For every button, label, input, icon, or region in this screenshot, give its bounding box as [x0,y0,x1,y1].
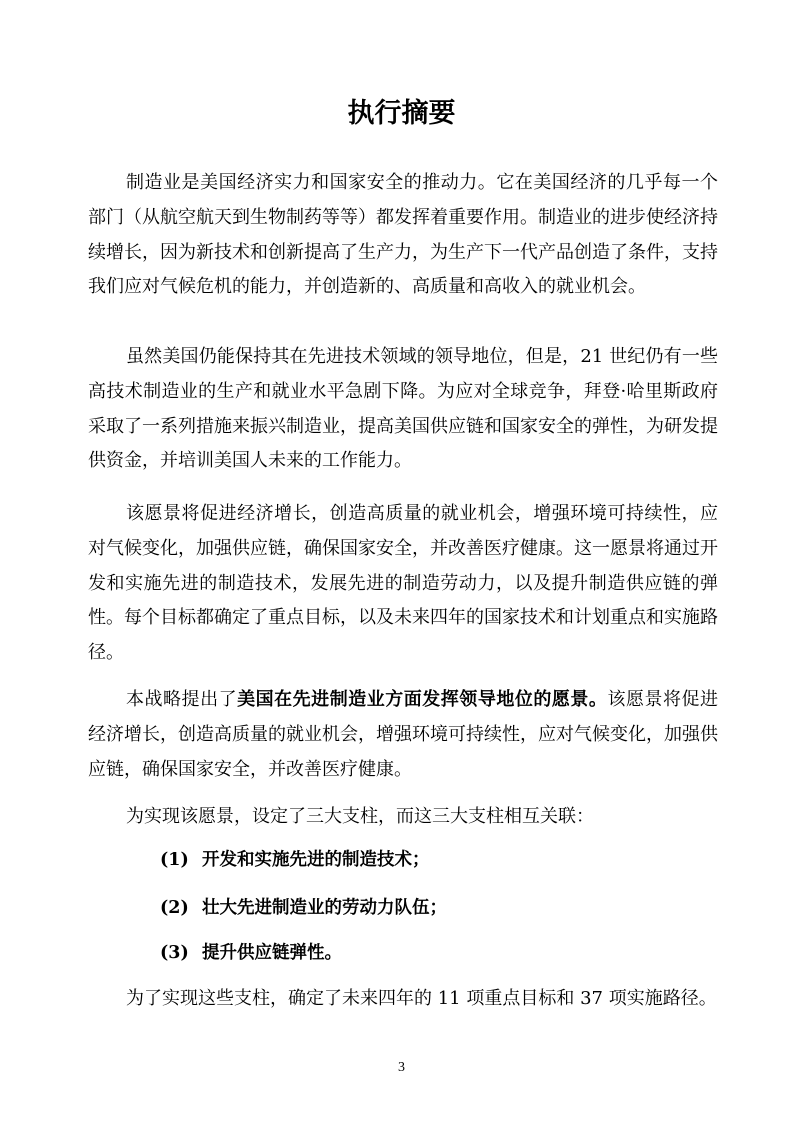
paragraph-leadership-decline: 虽然美国仍能保持其在先进技术领域的领导地位，但是，21 世纪仍有一些高技术制造业的生产和就业水平急剧下降。为应对全球竞争，拜登·哈里斯政府采取了一系列措施来振兴制造业，提高美国供应链和国家安全的弹性，为研发提供资金，并培训美国人未来的工作能力。 [88,346,718,472]
pillar-item [160,847,680,873]
page-number: 3 [398,1060,405,1075]
pillar-item [160,895,680,921]
pillar-text: 提升供应链弹性。 [202,943,342,963]
pillar-text: 开发和实施先进的制造技术； [202,850,430,870]
strategy-text-before: 本战略提出了 [126,689,238,710]
page-title: 执行摘要 [347,98,456,129]
pillar-text: 壮大先进制造业的劳动力队伍； [202,898,447,918]
strategy-vision-bold: 美国在先进制造业方面发挥领导地位的愿景。 [237,689,608,710]
paragraph-vision: 该愿景将促进经济增长，创造高质量的就业机会，增强环境可持续性，应对气候变化，加强供应链，确保国家安全，并改善医疗健康。这一愿景将通过开发和实施先进的制造技术，发展先进的制造劳动力，以及提升制造供应链的弹性。每个目标都确定了重点目标，以及未来四年的国家技术和计划重点和实施路径。 [88,503,718,664]
paragraph-manufacturing-importance: 制造业是美国经济实力和国家安全的推动力。它在美国经济的几乎每一个部门（从航空航天到生物制药等等）都发挥着重要作用。制造业的进步使经济持续增长，因为新技术和创新提高了生产力，为生产下一代产品创造了条件，支持我们应对气候危机的能力，并创造新的、高质量和高收入的就业机会。 [88,172,718,298]
paragraph-pillars-intro: 为实现该愿景，设定了三大支柱，而这三大支柱相互关联： [126,806,594,827]
paragraph-closing: 为了实现这些支柱，确定了未来四年的 11 项重点目标和 37 项实施路径。 [126,988,717,1009]
pillar-item [160,940,680,966]
pillar-number: (2) [160,898,189,918]
strategy-text-after: 该愿景将促进经济增长，创造高质量的就业机会，增强环境可持续性，应对气候变化，加强供应链，确保国家安全，并改善医疗健康。 [88,689,719,780]
pillar-number: (3) [160,943,189,963]
pillar-number: (1) [160,850,189,870]
paragraph-strategy [88,683,718,787]
